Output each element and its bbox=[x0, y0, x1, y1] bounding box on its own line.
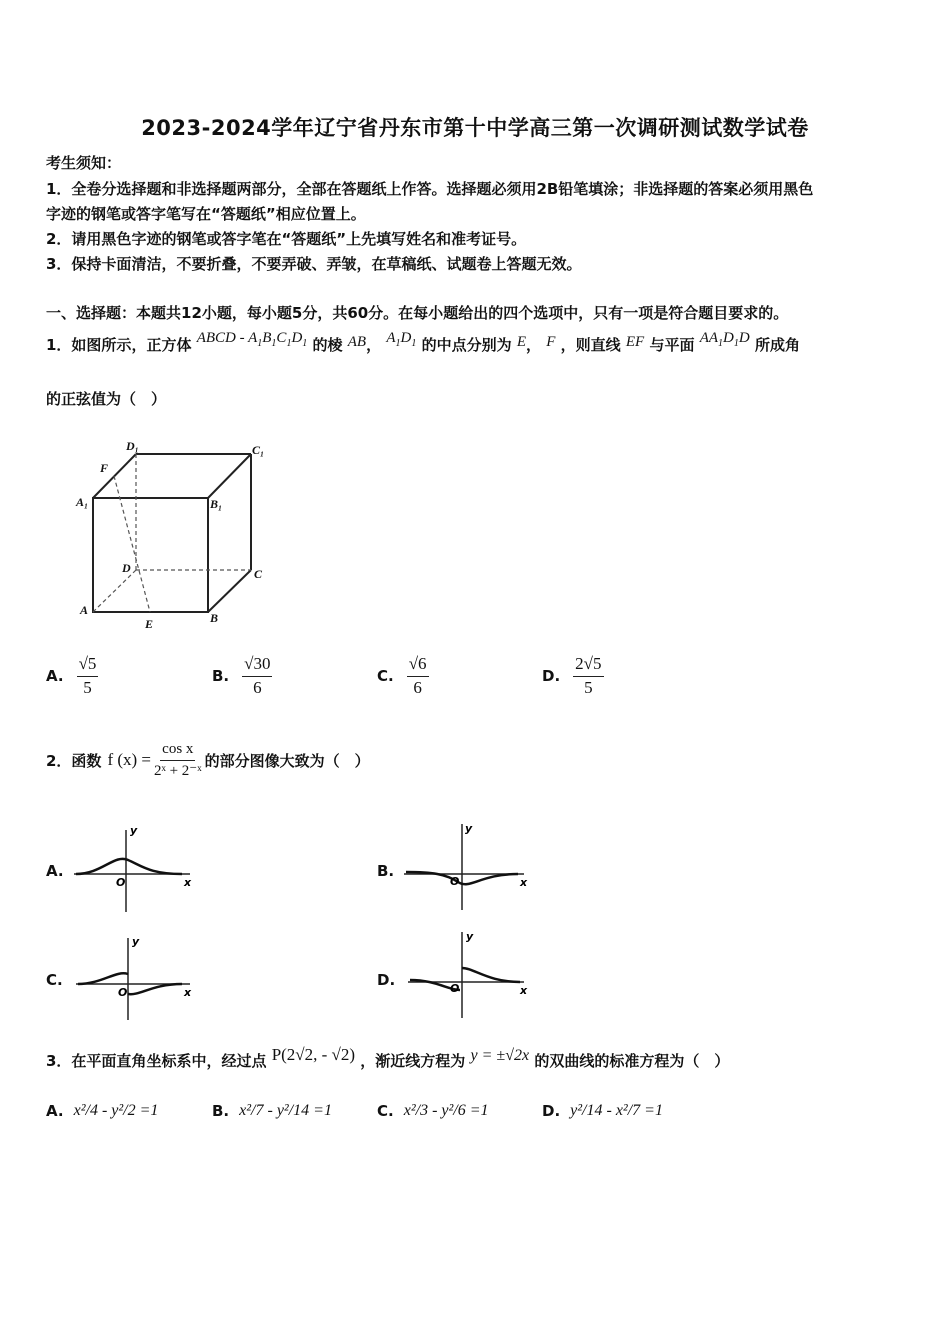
q1-plane: $AA_1D_1D$ bbox=[699, 330, 750, 349]
q1-text-6: 所成角 bbox=[754, 336, 800, 354]
question-1-stem: 1．如图所示，正方体 ABCD - $A_1B_1C_1D_1$ 的棱 AB， $A_1D_1$ 的中点分别为 E， F ，则直线 EF 与平面 $AA_1D_1D$ 所成角 bbox=[46, 330, 800, 354]
label-f: F bbox=[100, 461, 109, 475]
q2-fx: f (x) = bbox=[107, 750, 152, 769]
section-heading: 一、选择题：本题共12小题，每小题5分，共60分。在每小题给出的四个选项中，只有一项是符合题目要求的。 bbox=[46, 304, 789, 322]
segment-ef bbox=[114, 476, 150, 612]
axis-x-b: x bbox=[520, 876, 528, 889]
q1-option-a[interactable]: A. $\frac{√5}{5}$ bbox=[46, 654, 97, 697]
q1-text-4: ，则直线 bbox=[560, 336, 621, 354]
origin-c: O bbox=[118, 986, 128, 999]
label-d1: D₁ bbox=[126, 439, 139, 453]
q3-text-2: ，渐近线方程为 bbox=[360, 1052, 466, 1070]
q1-c-den: 6 bbox=[413, 677, 422, 697]
notice-item-2: 2．请用黑色字迹的钢笔或答字笔在“答题纸”上先填写姓名和准考证号。 bbox=[46, 230, 527, 248]
q1-text-5: 与平面 bbox=[649, 336, 695, 354]
q2-text-2: 的部分图像大致为（ ） bbox=[204, 751, 370, 770]
label-d: D bbox=[122, 561, 131, 575]
q3-d-expr: y²/14 - x²/7 =1 bbox=[570, 1102, 663, 1119]
q3-asymptote: y = ±√2x bbox=[470, 1047, 530, 1064]
q1-point-e: E bbox=[516, 334, 526, 350]
origin-a: O bbox=[116, 876, 126, 889]
axis-x-a: x bbox=[184, 876, 192, 889]
q2-graph-d[interactable] bbox=[404, 928, 534, 1022]
label-b1: B₁ bbox=[210, 497, 223, 511]
q1-option-b[interactable]: B. $\frac{√30}{6}$ bbox=[212, 654, 271, 697]
q3-option-a[interactable]: A. x²/4 - y²/2 =1 bbox=[46, 1102, 159, 1120]
q1-text-3: 的中点分别为 bbox=[421, 336, 512, 354]
curve-a bbox=[76, 859, 182, 874]
q3-point: P(2√2, - √2) bbox=[271, 1045, 356, 1064]
axis-x-d: x bbox=[520, 984, 528, 997]
q3-b-expr: x²/7 - y²/14 =1 bbox=[239, 1102, 332, 1119]
q1-text-7: 的正弦值为（ ） bbox=[46, 390, 167, 408]
q2-graph-a[interactable] bbox=[72, 822, 202, 914]
question-2-stem bbox=[46, 741, 370, 779]
notice-item-3: 3．保持卡面清洁，不要折叠，不要弄破、弄皱，在草稿纸、试题卷上答题无效。 bbox=[46, 255, 582, 273]
axis-x-c: x bbox=[184, 986, 192, 999]
q2-num: cos x bbox=[160, 741, 195, 761]
q1-d-num: 2√5 bbox=[573, 655, 603, 677]
q1-a-num: √5 bbox=[77, 655, 99, 677]
axis-y-d: y bbox=[466, 930, 474, 943]
notice-heading: 考生须知： bbox=[46, 154, 122, 172]
q1-option-d[interactable]: D. $\frac{2√5}{5}$ bbox=[542, 654, 602, 697]
notice-item-1-cont: 字迹的钢笔或答字笔写在“答题纸”相应位置上。 bbox=[46, 205, 366, 223]
q2-text-1: 2．函数 bbox=[46, 751, 102, 770]
label-a1: A₁ bbox=[76, 495, 89, 509]
q1-edge-ab: AB bbox=[347, 334, 367, 350]
q1-cube-name: ABCD - $A_1B_1C_1D_1$ bbox=[196, 330, 308, 349]
q1-text-2: 的棱 bbox=[312, 336, 343, 354]
cube-figure bbox=[72, 436, 292, 636]
q1-a-den: 5 bbox=[83, 677, 92, 697]
axis-y-a: y bbox=[130, 824, 138, 837]
q2-den: 2ˣ + 2⁻ˣ bbox=[154, 762, 202, 779]
question-3-stem bbox=[46, 1045, 730, 1071]
q3-text-3: 的双曲线的标准方程为（ ） bbox=[534, 1052, 730, 1070]
notice-item-1: 1．全卷分选择题和非选择题两部分，全部在答题纸上作答。选择题必须用2B铅笔填涂；非选择题的答案必须用黑色 bbox=[46, 180, 814, 198]
q1-option-c[interactable]: C. $\frac{√6}{6}$ bbox=[377, 654, 427, 697]
q1-b-den: 6 bbox=[253, 677, 262, 697]
exam-title: 2023-2024学年辽宁省丹东市第十中学高三第一次调研测试数学试卷 bbox=[141, 116, 809, 140]
q3-option-b[interactable]: B. x²/7 - y²/14 =1 bbox=[212, 1102, 332, 1120]
origin-b: O bbox=[450, 875, 460, 888]
label-c: C bbox=[254, 567, 263, 581]
origin-d: O bbox=[450, 982, 460, 995]
q3-option-d[interactable]: D. y²/14 - x²/7 =1 bbox=[542, 1102, 663, 1120]
q3-option-c[interactable]: C. x²/3 - y²/6 =1 bbox=[377, 1102, 489, 1120]
label-e: E bbox=[145, 617, 154, 631]
axis-y-c: y bbox=[132, 935, 140, 948]
q1-c-num: √6 bbox=[407, 655, 429, 677]
label-b: B bbox=[210, 611, 219, 625]
axis-y-b: y bbox=[465, 822, 473, 835]
label-a: A bbox=[80, 603, 89, 617]
q1-line-ef: EF bbox=[625, 334, 645, 350]
q2-option-b-label[interactable]: B. bbox=[377, 862, 395, 880]
q1-text-1: 1．如图所示，正方体 bbox=[46, 336, 192, 354]
q2-graph-b[interactable] bbox=[402, 822, 532, 914]
q1-b-num: √30 bbox=[242, 655, 272, 677]
q2-option-a-label[interactable]: A. bbox=[46, 862, 64, 880]
q3-a-expr: x²/4 - y²/2 =1 bbox=[73, 1102, 159, 1119]
q2-graph-c[interactable] bbox=[72, 934, 202, 1024]
q1-point-f: F bbox=[546, 334, 556, 350]
q3-text-1: 3．在平面直角坐标系中，经过点 bbox=[46, 1052, 267, 1070]
label-c1: C₁ bbox=[252, 443, 265, 457]
q1-d-den: 5 bbox=[584, 677, 593, 697]
curve-d bbox=[410, 968, 520, 990]
q2-option-c-label[interactable]: C. bbox=[46, 971, 63, 989]
q3-c-expr: x²/3 - y²/6 =1 bbox=[403, 1102, 489, 1119]
q2-option-d-label[interactable]: D. bbox=[377, 971, 396, 989]
q1-edge-a1d1: $A_1D_1$ bbox=[386, 330, 417, 349]
